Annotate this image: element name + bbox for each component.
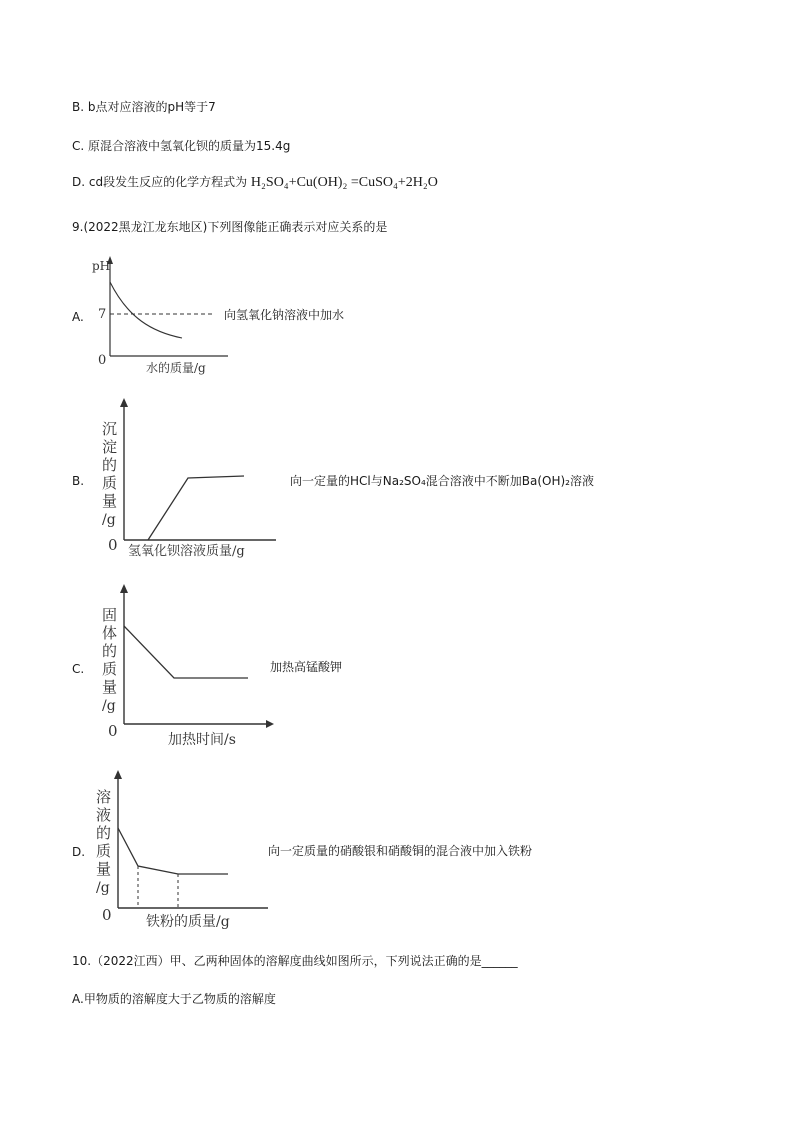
graph-c-y-label-4: 质 [102, 660, 118, 678]
graph-c-curve [124, 626, 248, 678]
graph-c-x-arrow [266, 720, 274, 728]
option-b-text: B. b点对应溶液的pH等于7 [72, 100, 216, 114]
graph-a-y-label: pH [92, 259, 111, 273]
graph-c-y-label-2: 体 [102, 624, 118, 642]
graph-d [92, 766, 292, 932]
option-c-letter: C. [72, 662, 85, 676]
graph-a-y-tick-7: 7 [98, 307, 107, 322]
graph-b-y-label-3: 的 [102, 456, 118, 474]
graph-d-y-label-5: 量 [96, 860, 112, 878]
option-d-text [72, 173, 438, 191]
graph-b-y-label-5: 量 [102, 492, 118, 510]
graph-c [96, 580, 296, 750]
graph-d-y-arrow [114, 770, 122, 779]
graph-d-origin: 0 [102, 906, 112, 924]
graph-a [88, 252, 238, 377]
graph-b-x-label: 氢氧化钡溶液质量/g [128, 544, 245, 559]
graph-c-y-label-1: 固 [102, 606, 118, 624]
graph-c-y-label-3: 的 [102, 642, 118, 660]
graph-b-y-label-2: 淀 [102, 438, 118, 456]
graph-a-origin: 0 [98, 353, 107, 368]
graph-c-y-label-6: /g [102, 698, 116, 714]
option-d-prefix: D. cd段发生反应的化学方程式为 [72, 175, 248, 189]
chemical-equation: H₂SO₄+Cu(OH)₂ =CuSO₄+2H₂O [250, 175, 438, 190]
option-b-description: 向一定量的HCl与Na₂SO₄混合溶液中不断加Ba(OH)₂溶液 [290, 474, 594, 488]
graph-b-y-label-6: /g [102, 512, 116, 528]
graph-d-y-label-1: 溶 [96, 788, 112, 806]
graph-b [96, 394, 296, 562]
option-d-description: 向一定质量的硝酸银和硝酸铜的混合液中加入铁粉 [268, 844, 533, 858]
graph-b-y-label-4: 质 [102, 474, 118, 492]
graph-b-y-label-1: 沉 [102, 420, 118, 438]
graph-b-origin: 0 [108, 536, 118, 554]
graph-a-curve [110, 282, 182, 338]
option-a-letter: A. [72, 310, 84, 324]
graph-d-y-label-3: 的 [96, 824, 112, 842]
graph-d-x-label: 铁粉的质量/g [146, 914, 230, 930]
graph-c-y-label-5: 量 [102, 678, 118, 696]
graph-c-origin: 0 [108, 722, 118, 740]
graph-d-curve [118, 828, 228, 874]
graph-d-y-label-2: 液 [96, 806, 112, 824]
graph-c-y-arrow [120, 584, 128, 593]
graph-a-x-label: 水的质量/g [146, 361, 206, 375]
option-a-description: 向氢氧化钠溶液中加水 [224, 308, 345, 322]
option-c-text: C. 原混合溶液中氢氧化钡的质量为15.4g [72, 139, 291, 153]
graph-d-y-label-4: 质 [96, 842, 112, 860]
option-b-letter: B. [72, 474, 85, 488]
graph-b-y-arrow [120, 398, 128, 407]
question-10-option-a: A.甲物质的溶解度大于乙物质的溶解度 [72, 992, 276, 1006]
option-c-description: 加热高锰酸钾 [270, 660, 343, 674]
graph-d-y-label-6: /g [96, 880, 110, 896]
question-10: 10.（2022江西）甲、乙两种固体的溶解度曲线如图所示，下列说法正确的是______ [72, 954, 518, 968]
option-d-letter: D. [72, 845, 86, 859]
question-9: 9.(2022黑龙江龙东地区)下列图像能正确表示对应关系的是 [72, 220, 388, 234]
graph-b-curve [148, 476, 244, 540]
graph-c-x-label: 加热时间/s [168, 732, 236, 748]
